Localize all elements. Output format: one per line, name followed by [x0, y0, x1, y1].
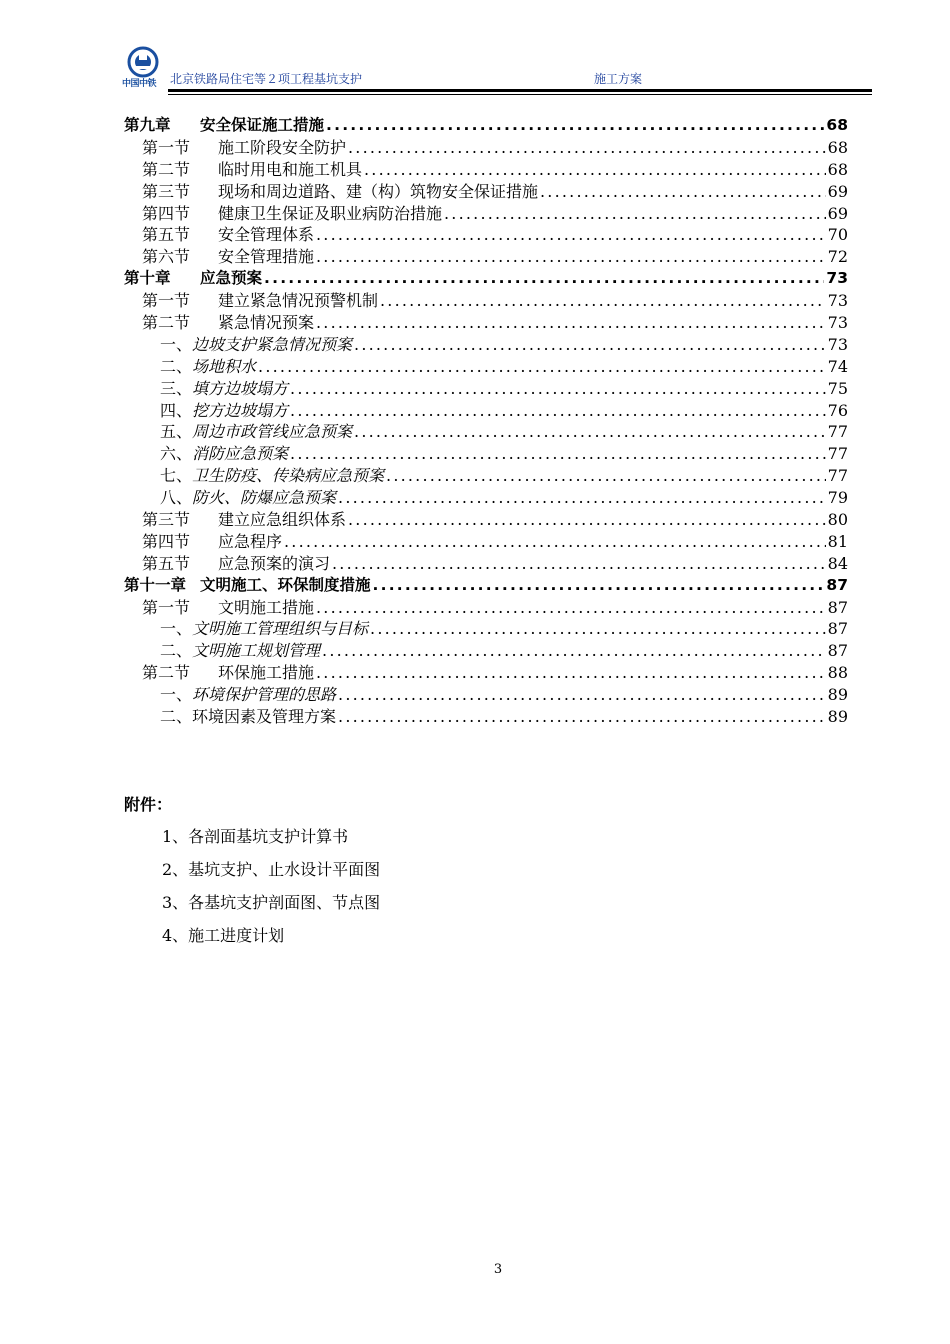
toc-entry-title: 紧急情况预案: [218, 313, 315, 333]
toc-leader-dots: [444, 203, 826, 225]
toc-entry-page: 74: [827, 356, 848, 376]
toc-entry-page: 89: [827, 707, 848, 727]
toc-entry-page: 69: [827, 203, 848, 223]
toc-entry-title: 安全管理体系: [218, 225, 315, 245]
toc-entry-prefix: 第四节: [142, 531, 191, 551]
toc-entry-page: 70: [827, 225, 848, 245]
attachments-list: [162, 826, 380, 958]
toc-leader-dots: [354, 421, 826, 443]
toc-entry-page: 79: [827, 488, 848, 508]
toc-entry-title: 防火、防爆应急预案: [192, 488, 337, 508]
toc-entry-page: 73: [826, 269, 848, 288]
toc-entry-prefix: 八、: [160, 488, 193, 508]
toc-entry[interactable]: [124, 465, 848, 487]
toc-entry[interactable]: [124, 181, 848, 203]
attachment-item: 3、各基坑支护剖面图、节点图: [162, 893, 381, 912]
toc-entry-prefix: 二、: [160, 641, 193, 661]
table-of-contents: [124, 115, 848, 728]
attachments-heading: 附件：: [124, 795, 173, 814]
toc-entry-prefix: 四、: [160, 400, 193, 420]
toc-entry-page: 69: [827, 181, 848, 201]
toc-entry[interactable]: [124, 246, 848, 268]
toc-entry-title: 消防应急预案: [192, 444, 289, 464]
toc-entry-prefix: 二、: [160, 356, 193, 376]
toc-entry-prefix: 六、: [160, 444, 193, 464]
toc-entry-page: 87: [827, 619, 848, 639]
toc-entry-page: 72: [827, 247, 848, 267]
toc-entry-page: 76: [827, 400, 848, 420]
toc-entry[interactable]: [124, 137, 848, 159]
toc-entry[interactable]: [124, 662, 848, 684]
toc-entry-prefix: 第四节: [142, 203, 191, 223]
toc-entry[interactable]: [124, 334, 848, 356]
toc-entry-prefix: 第十一章: [124, 575, 187, 594]
toc-entry[interactable]: [124, 224, 848, 246]
toc-leader-dots: [322, 640, 826, 662]
toc-leader-dots: [290, 378, 826, 400]
toc-entry-title: 施工阶段安全防护: [218, 137, 347, 157]
toc-entry[interactable]: [124, 203, 848, 225]
toc-leader-dots: [316, 312, 826, 334]
toc-entry-title: 环保施工措施: [218, 663, 315, 683]
toc-entry[interactable]: [124, 553, 848, 575]
toc-leader-dots: [386, 465, 826, 487]
toc-entry-prefix: 第三节: [142, 510, 191, 530]
toc-entry-prefix: 第一节: [142, 597, 191, 617]
toc-entry-title: 现场和周边道路、建（构）筑物安全保证措施: [218, 181, 539, 201]
header-rule-thin: [168, 94, 872, 95]
toc-entry-page: 80: [827, 510, 848, 530]
page-header: [122, 44, 872, 98]
toc-leader-dots: [373, 575, 825, 597]
toc-entry[interactable]: [124, 640, 848, 662]
toc-entry-title: 文明施工管理组织与目标: [192, 619, 369, 639]
toc-entry-prefix: 七、: [160, 466, 193, 486]
toc-entry-title: 应急程序: [218, 531, 283, 551]
toc-entry-title: 场地积水: [192, 356, 257, 376]
toc-entry-prefix: 第二节: [142, 313, 191, 333]
toc-leader-dots: [290, 400, 826, 422]
toc-leader-dots: [348, 509, 826, 531]
toc-leader-dots: [316, 597, 826, 619]
toc-entry-title: 应急预案的演习: [218, 553, 331, 573]
toc-entry-prefix: 第三节: [142, 181, 191, 201]
toc-entry[interactable]: [124, 356, 848, 378]
toc-entry-page: 73: [827, 291, 848, 311]
toc-entry-title: 环境保护管理的思路: [192, 685, 337, 705]
toc-entry-prefix: 三、: [160, 378, 193, 398]
toc-entry-prefix: 第二节: [142, 663, 191, 683]
attachment-item: 1、各剖面基坑支护计算书: [162, 827, 349, 846]
toc-entry-title: 周边市政管线应急预案: [192, 422, 353, 442]
toc-leader-dots: [348, 137, 826, 159]
toc-entry[interactable]: [124, 706, 848, 728]
toc-entry-page: 73: [827, 334, 848, 354]
toc-leader-dots: [380, 290, 826, 312]
toc-entry[interactable]: [124, 618, 848, 640]
toc-entry[interactable]: [124, 509, 848, 531]
toc-entry-title: 文明施工措施: [218, 597, 315, 617]
toc-entry-title: 边坡支护紧急情况预案: [192, 334, 353, 354]
toc-entry-prefix: 第五节: [142, 553, 191, 573]
attachment-item: 4、施工进度计划: [162, 926, 285, 945]
attachment-item: 2、基坑支护、止水设计平面图: [162, 860, 381, 879]
toc-entry-title: 建立紧急情况预警机制: [218, 291, 379, 311]
toc-entry-title: 应急预案: [200, 269, 263, 288]
toc-leader-dots: [284, 531, 826, 553]
toc-entry-page: 77: [827, 444, 848, 464]
toc-entry-page: 68: [827, 137, 848, 157]
toc-entry-prefix: 第五节: [142, 225, 191, 245]
toc-entry-prefix: 二、: [160, 707, 193, 727]
toc-leader-dots: [316, 662, 826, 684]
toc-entry-page: 68: [827, 159, 848, 179]
toc-entry-title: 文明施工规划管理: [192, 641, 321, 661]
toc-leader-dots: [370, 618, 826, 640]
toc-entry-prefix: 第二节: [142, 159, 191, 179]
toc-leader-dots: [364, 159, 826, 181]
toc-leader-dots: [354, 334, 826, 356]
toc-entry-title: 填方边坡塌方: [192, 378, 289, 398]
toc-entry[interactable]: [124, 575, 848, 597]
toc-leader-dots: [258, 356, 826, 378]
logo-text: 中国中铁: [122, 79, 157, 89]
toc-entry-page: 77: [827, 422, 848, 442]
toc-entry-page: 68: [826, 116, 848, 134]
toc-leader-dots: [326, 115, 824, 137]
toc-entry[interactable]: [124, 531, 848, 553]
toc-entry-title: 安全保证施工措施: [200, 116, 325, 134]
toc-entry[interactable]: [124, 159, 848, 181]
header-rule-thick: [168, 89, 872, 92]
toc-entry[interactable]: [124, 268, 848, 290]
toc-entry-title: 环境因素及管理方案: [192, 707, 337, 727]
toc-entry-prefix: 一、: [160, 334, 193, 354]
toc-entry-title: 安全管理措施: [218, 247, 315, 267]
toc-leader-dots: [540, 181, 826, 203]
toc-entry-page: 75: [827, 378, 848, 398]
toc-entry[interactable]: [124, 597, 848, 619]
toc-entry[interactable]: [124, 684, 848, 706]
toc-entry[interactable]: [124, 443, 848, 465]
toc-entry-title: 卫生防疫、传染病应急预案: [192, 466, 385, 486]
toc-entry-page: 87: [827, 597, 848, 617]
toc-entry[interactable]: [124, 115, 848, 137]
toc-entry-prefix: 第六节: [142, 247, 191, 267]
toc-entry-prefix: 一、: [160, 685, 193, 705]
toc-entry[interactable]: [124, 421, 848, 443]
toc-entry-prefix: 一、: [160, 619, 193, 639]
toc-leader-dots: [316, 224, 826, 246]
header-right-label: 施工方案: [594, 72, 643, 86]
header-title: 北京铁路局住宅等２项工程基坑支护: [170, 72, 363, 86]
toc-entry-title: 文明施工、环保制度措施: [200, 575, 371, 594]
toc-leader-dots: [264, 268, 824, 290]
toc-leader-dots: [316, 246, 826, 268]
toc-entry-page: 89: [827, 685, 848, 705]
toc-entry-title: 挖方边坡塌方: [192, 400, 289, 420]
toc-entry[interactable]: [124, 312, 848, 334]
toc-entry[interactable]: [124, 400, 848, 422]
toc-leader-dots: [338, 684, 826, 706]
toc-entry-title: 临时用电和施工机具: [218, 159, 363, 179]
toc-entry-title: 健康卫生保证及职业病防治措施: [218, 203, 443, 223]
toc-leader-dots: [290, 443, 826, 465]
toc-entry[interactable]: [124, 378, 848, 400]
toc-entry-prefix: 第十章: [124, 269, 171, 288]
page-number: 3: [493, 1262, 503, 1277]
toc-entry[interactable]: [124, 487, 848, 509]
toc-entry[interactable]: [124, 290, 848, 312]
toc-entry-page: 84: [827, 553, 848, 573]
toc-entry-page: 73: [827, 313, 848, 333]
toc-entry-page: 87: [826, 575, 848, 594]
toc-leader-dots: [338, 706, 826, 728]
toc-entry-title: 建立应急组织体系: [218, 510, 347, 530]
toc-entry-page: 77: [827, 466, 848, 486]
toc-entry-prefix: 五、: [160, 422, 193, 442]
toc-entry-page: 87: [827, 641, 848, 661]
toc-entry-prefix: 第一节: [142, 137, 191, 157]
toc-entry-prefix: 第九章: [124, 116, 171, 134]
toc-entry-page: 88: [827, 663, 848, 683]
toc-entry-prefix: 第一节: [142, 291, 191, 311]
toc-leader-dots: [338, 487, 826, 509]
toc-entry-page: 81: [827, 531, 848, 551]
toc-leader-dots: [332, 553, 826, 575]
